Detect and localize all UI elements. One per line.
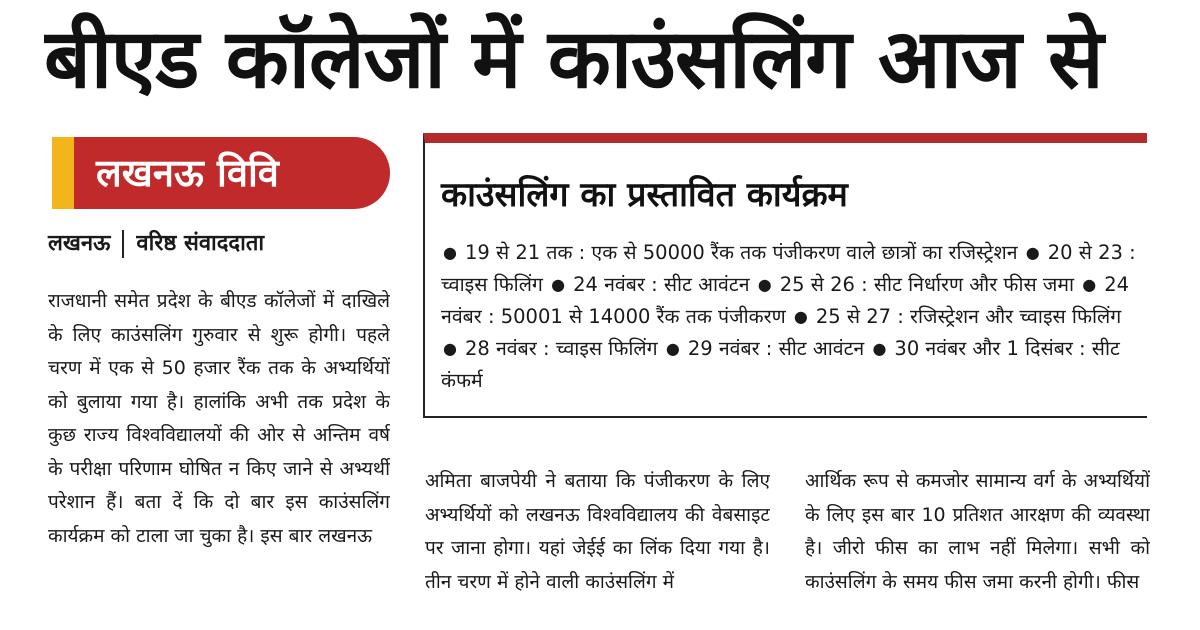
- schedule-title: काउंसलिंग का प्रस्तावित कार्यक्रम: [441, 175, 848, 215]
- bullet-dot-icon: ●: [551, 275, 566, 294]
- schedule-item: ● 25 से 27 : रजिस्ट्रेशन और च्वाइस फिलिंग: [793, 305, 1122, 328]
- article-column-3: आर्थिक रूप से कमजोर सामान्य वर्ग के अभ्यर्थियों के लिए इस बार 10 प्रतिशत आरक्षण की व्यवस्था है। जीरो फीस का लाभ नहीं मिलेगा। सभी को काउंसलिंग के समय फीस जमा करनी होगी। फीस: [805, 470, 1150, 593]
- schedule-item: ● 19 से 21 तक : एक से 50000 रैंक तक पंजीकरण वाले छात्रों का रजिस्ट्रेशन: [443, 241, 1018, 264]
- headline: बीएड कॉलेजों में काउंसलिंग आज से: [44, 12, 1103, 107]
- bullet-dot-icon: ●: [872, 339, 887, 358]
- article-column-1: राजधानी समेत प्रदेश के बीएड कॉलेजों में दाखिले के लिए काउंसलिंग गुरुवार से शुरू होगी। पहले चरण में एक से 50 हजार रैंक तक के अभ्यर्थियों को बुलाया गया है। हालांकि अभी तक प्रदेश के कुछ राज्य विश्वविद्यालयों की ओर से अन्तिम वर्ष के परीक्षा परिणाम घोषित न किए जाने से अभ्यर्थी परेशान हैं। बता दें कि दो बार इस काउंसलिंग कार्यक्रम को टाला जा चुका है। इस बार लखनऊ: [48, 290, 390, 547]
- bullet-dot-icon: ●: [443, 243, 457, 262]
- bullet-dot-icon: ●: [443, 339, 457, 358]
- schedule-item: ● 20 से 23 : च्वाइस फिलिंग: [441, 241, 1136, 296]
- bullet-dot-icon: ●: [757, 275, 772, 294]
- byline-place: लखनऊ: [48, 231, 111, 256]
- schedule-box: [423, 133, 1147, 418]
- byline-author: वरिष्ठ संवाददाता: [136, 231, 265, 256]
- byline-divider: [122, 230, 124, 258]
- article-column-2: अमिता बाजपेयी ने बताया कि पंजीकरण के लिए अभ्यर्थियों को लखनऊ विश्वविद्यालय की वेबसाइट पर जाना होगा। यहां जेईई का लिंक दिया गया है। तीन चरण में होने वाली काउंसलिंग में: [425, 470, 770, 593]
- schedule-item: ● 24 नवंबर : सीट आवंटन: [551, 273, 750, 296]
- schedule-item: ● 24 नवंबर : 50001 से 14000 रैंक तक पंजीकरण: [441, 273, 1130, 328]
- schedule-item: ● 25 से 26 : सीट निर्धारण और फीस जमा: [757, 273, 1075, 296]
- schedule-item: ● 28 नवंबर : च्वाइस फिलिंग: [443, 337, 658, 360]
- bullet-dot-icon: ●: [793, 307, 808, 326]
- section-kicker: [52, 137, 390, 209]
- schedule-item: ● 30 नवंबर और 1 दिसंबर : सीट कंफर्म: [441, 337, 1120, 392]
- bullet-dot-icon: ●: [1025, 243, 1040, 262]
- bullet-dot-icon: ●: [665, 339, 680, 358]
- byline: [48, 226, 264, 262]
- kicker-label: लखनऊ विवि: [96, 151, 279, 195]
- schedule-item: ● 29 नवंबर : सीट आवंटन: [665, 337, 865, 360]
- bullet-dot-icon: ●: [1082, 275, 1097, 294]
- schedule-list: [441, 237, 1141, 397]
